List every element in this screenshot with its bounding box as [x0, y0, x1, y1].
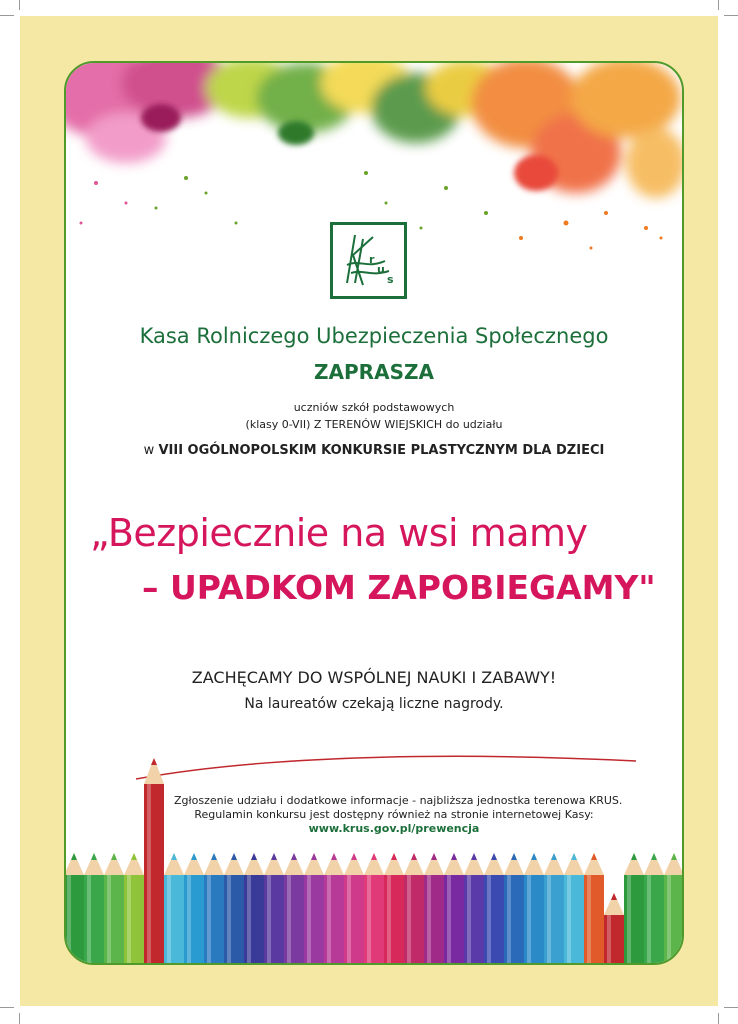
pencil — [384, 853, 404, 963]
pencil — [464, 853, 484, 963]
pencil — [524, 853, 544, 963]
colored-pencils-decoration — [66, 63, 682, 963]
pencil — [564, 853, 584, 963]
crop-mark — [19, 0, 20, 10]
svg-text:s: s — [387, 273, 394, 286]
pencil — [264, 853, 284, 963]
svg-text:u: u — [377, 263, 385, 276]
pencil — [204, 853, 224, 963]
pencil — [304, 853, 324, 963]
contest-prefix: w — [143, 443, 155, 458]
prizes-note: Na laureatów czekają liczne nagrody. — [244, 696, 504, 712]
poster-card — [64, 61, 684, 965]
pencil — [144, 758, 164, 963]
pencil — [404, 853, 424, 963]
pencil — [84, 853, 104, 963]
pencil — [124, 853, 144, 963]
pencil — [424, 853, 444, 963]
crop-mark — [718, 0, 719, 10]
crop-mark — [724, 1007, 738, 1008]
pencil — [224, 853, 244, 963]
crop-mark — [0, 15, 14, 16]
pencil — [244, 853, 264, 963]
website-link[interactable]: www.krus.gov.pl/prewencja — [308, 822, 480, 835]
pencil — [664, 853, 682, 963]
pencil — [544, 853, 564, 963]
slogan-line-1: „Bezpiecznie na wsi mamy — [90, 511, 588, 555]
crop-mark — [0, 1007, 14, 1008]
pencil — [324, 853, 344, 963]
pencil — [164, 853, 184, 963]
pencil — [66, 853, 84, 963]
info-line-1: Zgłoszenie udziału i dodatkowe informacje - najbliższa jednostka terenowa KRUS. — [174, 794, 623, 807]
invite-heading: ZAPRASZA — [314, 360, 434, 384]
audience-line: uczniów szkół podstawowych — [293, 401, 455, 414]
pencil — [184, 853, 204, 963]
crop-mark — [724, 15, 738, 16]
pencil — [444, 853, 464, 963]
pencil — [484, 853, 504, 963]
pencil — [504, 853, 524, 963]
pencil — [624, 853, 644, 963]
pencil — [644, 853, 664, 963]
svg-text:r: r — [369, 253, 375, 266]
pencil — [344, 853, 364, 963]
audience-detail-line: (klasy 0-VII) Z TERENÓW WIEJSKICH do udziału — [245, 418, 503, 431]
organization-name: Kasa Rolniczego Ubezpieczenia Społecznego — [139, 324, 609, 348]
pencil — [104, 853, 124, 963]
crop-mark — [19, 1013, 20, 1024]
pencil — [284, 853, 304, 963]
encouragement-heading: ZACHĘCAMY DO WSPÓLNEJ NAUKI I ZABAWY! — [191, 668, 557, 687]
info-line-2: Regulamin konkursu jest dostępny również na stronie internetowej Kasy: — [194, 808, 594, 821]
pencil — [604, 893, 624, 963]
crop-mark — [718, 1013, 719, 1024]
slogan-line-2: – UPADKOM ZAPOBIEGAMY" — [142, 568, 656, 607]
pencil — [584, 853, 604, 963]
pencil — [364, 853, 384, 963]
contest-name: VIII OGÓLNOPOLSKIM KONKURSIE PLASTYCZNYM DLA DZIECI — [158, 443, 605, 458]
